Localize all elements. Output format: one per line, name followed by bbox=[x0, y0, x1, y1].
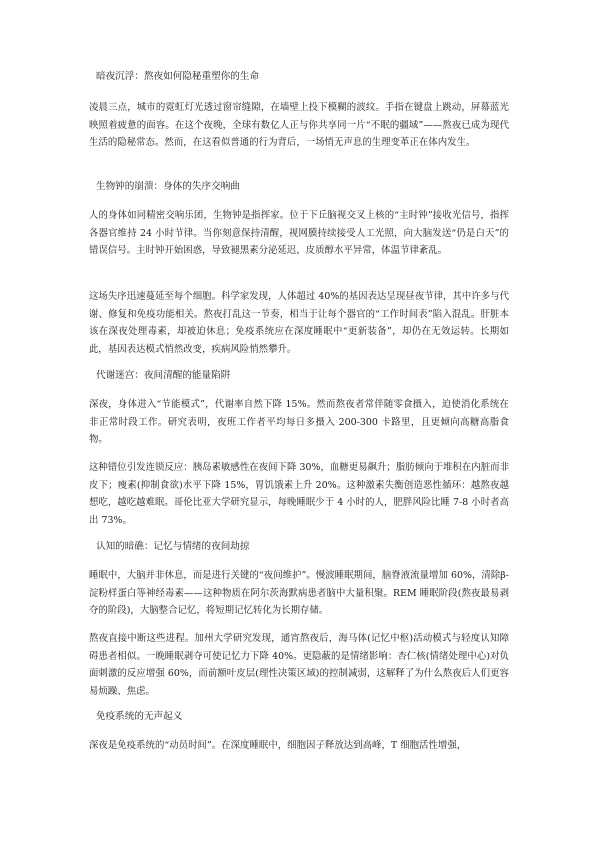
section-heading-metabolism: 代谢迷宫：夜间清醒的能量陷阱 bbox=[96, 370, 231, 381]
paragraph: 凌晨三点，城市的霓虹灯光透过窗帘缝隙，在墙壁上投下模糊的波纹。手指在键盘上跳动，屏幕蓝光映照着疲惫的面容。在这个夜晚，全球有数亿人正与你共享同一片“不眠的疆域”——熬夜已成为现代生活的隐秘常态。然而，在这看似普通的行为背后，一场悄无声息的生理变革正在体内发生。 bbox=[89, 102, 509, 148]
paragraph: 深夜是免疫系统的“动员时间”。在深度睡眠中，细胞因子释放达到高峰，T 细胞活性增强， bbox=[89, 740, 467, 751]
paragraph: 睡眠中，大脑并非休息，而是进行关键的“夜间维护”。慢波睡眠期间，脑脊液流量增加 60%，清除β-淀粉样蛋白等神经毒素——这种物质在阿尔茨海默病患者脑中大量积聚。REM 睡眠阶段(熬夜最易剥夺的阶段)，大脑整合记忆，将短期记忆转化为长期存储。 bbox=[89, 570, 509, 616]
section-heading-cognition: 认知的暗礁：记忆与情绪的夜间劫掠 bbox=[96, 541, 250, 552]
paragraph: 熬夜直接中断这些进程。加州大学研究发现，通宵熬夜后，海马体(记忆中枢)活动模式与轻度认知障碍患者相似。一晚睡眠剥夺可使记忆力下降 40%。更隐蔽的是情绪影响：杏仁核(情绪处理中心)对负面刺激的反应增强 60%，而前额叶皮层(理性决策区域)的控制减弱，这解释了为什么熬夜后人们更容易烦躁、焦虑。 bbox=[89, 633, 509, 697]
paragraph: 这场失序迅速蔓延至每个细胞。科学家发现，人体超过 40%的基因表达呈现昼夜节律，其中许多与代谢、修复和免疫功能相关。熬夜打乱这一节奏，相当于让每个器官的“工作时间表”陷入混乱。肝脏本该在深夜处理毒素，却被迫休息；免疫系统应在深度睡眠中“更新装备”，却仍在无效运转。长期如此，基因表达模式悄然改变，疾病风险悄然攀升。 bbox=[89, 291, 509, 355]
article-title: 暗夜沉浮：熬夜如何隐秘重塑你的生命 bbox=[96, 71, 260, 82]
section-heading-circadian: 生物钟的崩溃：身体的失序交响曲 bbox=[96, 181, 240, 192]
paragraph: 深夜，身体进入“节能模式”，代谢率自然下降 15%。然而熬夜者常伴随零食摄入，迫使消化系统在非正常时段工作。研究表明，夜班工作者平均每日多摄入 200-300 卡路里，且更倾向高糖高脂食物。 bbox=[89, 399, 509, 445]
paragraph: 这种错位引发连锁反应：胰岛素敏感性在夜间下降 30%，血糖更易飙升；脂肪倾向于堆积在内脏而非皮下；瘦素(抑制食欲)水平下降 15%，胃饥饿素上升 20%。这种激素失衡创造恶性循环：越熬夜越想吃，越吃越难眠。哥伦比亚大学研究显示，每晚睡眠少于 4 小时的人，肥胖风险比睡 7-8 小时者高出 73%。 bbox=[89, 462, 509, 526]
section-heading-immune: 免疫系统的无声起义 bbox=[96, 711, 183, 722]
paragraph: 人的身体如同精密交响乐团，生物钟是指挥家。位于下丘脑视交叉上核的“主时钟”接收光信号，指挥各器官维持 24 小时节律。当你刻意保持清醒，视网膜持续接受人工光照，向大脑发送“仍是白天”的错误信号。主时钟开始困惑，导致褪黑素分泌延迟，皮质醇水平异常，体温节律紊乱。 bbox=[89, 210, 509, 256]
